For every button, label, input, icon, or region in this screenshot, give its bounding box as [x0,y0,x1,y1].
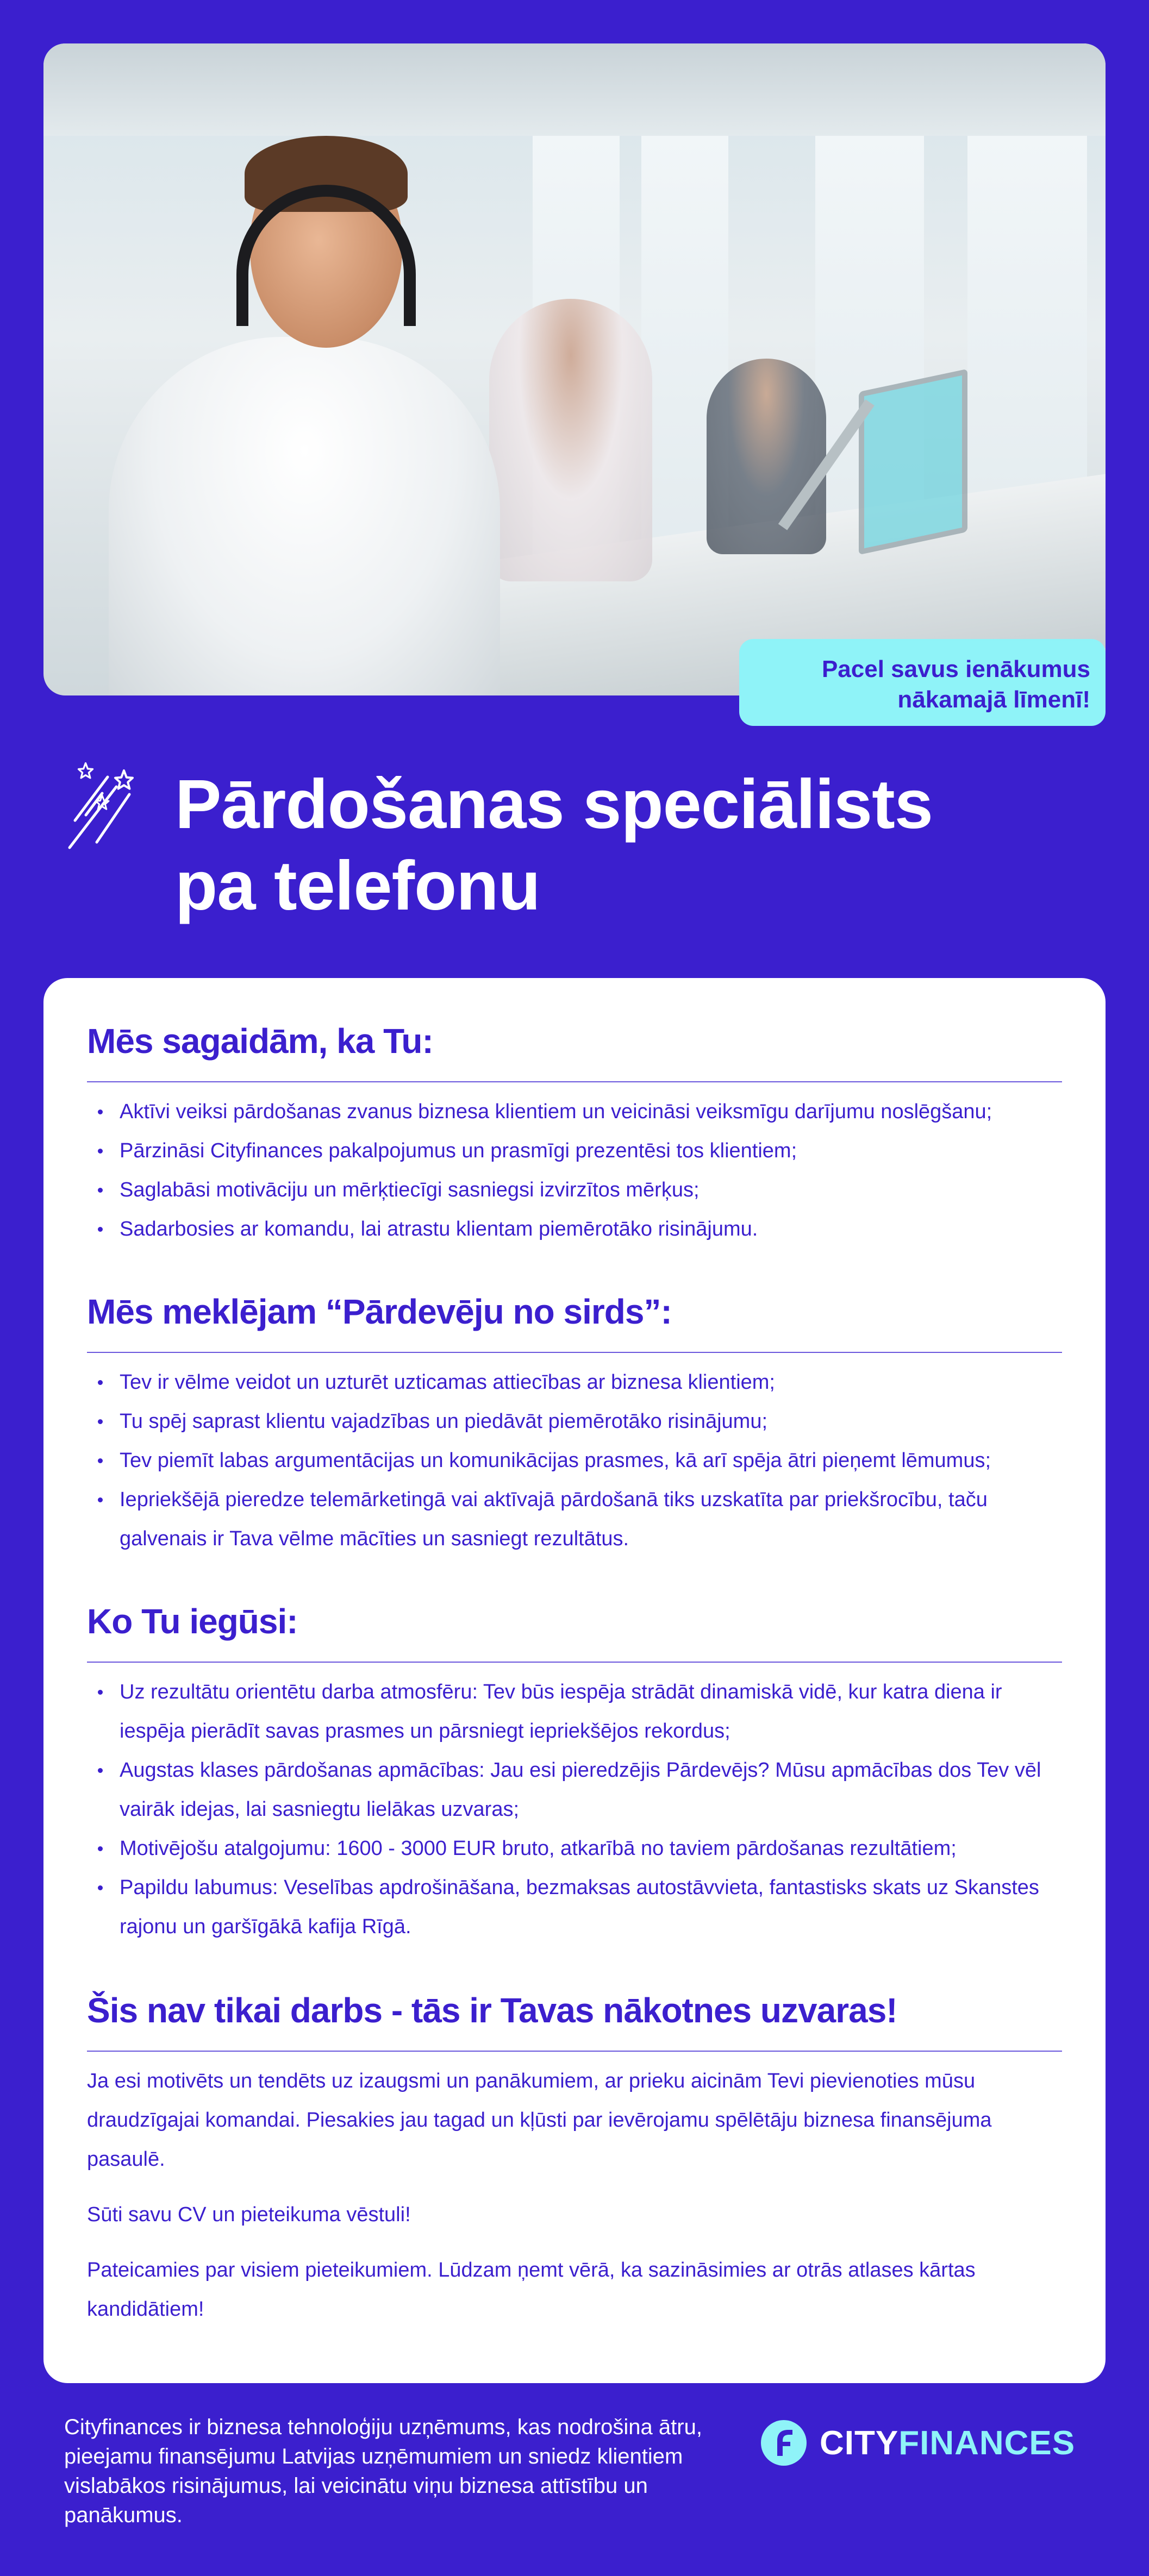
list-item: Iepriekšējā pieredze telemārketingā vai aktīvajā pārdošanā tiks uzskatīta par priekšrocību, taču galvenais ir Tava vēlme mācīties un sasniegt rezultātus. [120,1480,1062,1558]
expectations-list [87,1082,1062,1249]
tagline-line1: Pacel savus ienākumus [821,656,1090,682]
section-seeking [87,1290,1062,1558]
logo-wordmark [820,2424,1075,2462]
section-benefits [87,1600,1062,1946]
list-item: Tev piemīt labas argumentācijas un komunikācijas prasmes, kā arī spēja ātri pieņemt lēmumus; [120,1441,1062,1480]
hero-photo [43,43,1106,695]
content-card [43,978,1106,2383]
cityfinances-logo [761,2416,1075,2470]
background-colleague [707,359,826,554]
list-item: Uz rezultātu orientētu darba atmosfēru: Tev būs iespēja strādāt dinamiskā vidē, kur katra diena ir iespēja pierādīt savas prasmes un pārsniegt iepriekšējos rekordus; [120,1672,1062,1751]
company-description: Cityfinances ir biznesa tehnoloģiju uzņēmums, kas nodrošina ātru, pieejamu finansējumu Latvijas uzņēmumiem un sniedz klientiem vislabākos risinājumus, lai veicinātu viņu biznesa attīstību un panākumus. [64,2415,702,2527]
list-item: Aktīvi veiksi pārdošanas zvanus biznesa klientiem un veicināsi veiksmīgu darījumu noslēgšanu; [120,1092,1062,1131]
cv-call-to-action: Sūti savu CV un pieteikuma vēstuli! [87,2203,411,2226]
background-colleague [489,299,652,581]
thank-you-note: Pateicamies par visiem pieteikumiem. Lūdzam ņemt vērā, ka sazināsimies ar otrās atlases kārtas kandidātiem! [87,2259,976,2321]
logo-finances: FINANCES [898,2424,1076,2462]
section-heading: Šis nav tikai darbs - tās ir Tavas nākotnes uzvaras! [87,1989,1062,2052]
section-heading: Mēs meklējam “Pārdevēju no sirds”: [87,1290,1062,1353]
list-item: Saglabāsi motivāciju un mērķtiecīgi sasniegsi izvirzītos mērķus; [120,1170,1062,1209]
hero-tagline [739,639,1106,726]
section-expectations [87,1019,1062,1249]
job-title [175,764,1045,927]
list-item: Augstas klases pārdošanas apmācības: Jau esi pieredzējis Pārdevējs? Mūsu apmācības dos Tev vēl vairāk idejas, lai sasniegtu lielākas uzvaras; [120,1751,1062,1829]
job-title-line2: pa telefonu [175,847,540,925]
logo-city: CITY [820,2424,899,2462]
list-item: Sadarbosies ar komandu, lai atrastu klientam piemērotāko risinājumu. [120,1209,1062,1249]
list-item: Tu spēj saprast klientu vajadzības un piedāvāt piemērotāko risinājumu; [120,1402,1062,1441]
monitor [859,369,967,555]
section-future [87,1989,1062,2329]
list-item: Motivējošu atalgojumu: 1600 - 3000 EUR bruto, atkarībā no taviem pārdošanas rezultātiem; [120,1829,1062,1868]
cityfinances-logo-icon [761,2420,807,2466]
benefits-list [87,1663,1062,1946]
tagline-line2: nākamajā līmenī! [897,686,1090,713]
office-ceiling [43,43,1106,136]
list-item: Papildu labumus: Veselības apdrošināšana, bezmaksas autostāvvieta, fantastisks skats uz Skanstes rajonu un garšīgākā kafija Rīgā. [120,1868,1062,1946]
invitation-paragraph: Ja esi motivēts un tendēts uz izaugsmi un panākumiem, ar prieku aicinām Tevi pievienoties mūsu draudzīgajai komandai. Piesakies jau tagad un kļūsti par ievērojamu spēlētāju biznesa finansējuma pasaulē. [87,2070,992,2171]
job-title-line1: Pārdošanas speciālists [175,766,933,843]
shooting-stars-icon [64,761,157,853]
list-item: Pārzināsi Cityfinances pakalpojumus un prasmīgi prezentēsi tos klientiem; [120,1131,1062,1170]
section-heading: Mēs sagaidām, ka Tu: [87,1019,1062,1082]
smiling-agent [109,337,500,695]
list-item: Tev ir vēlme veidot un uzturēt uzticamas attiecības ar biznesa klientiem; [120,1363,1062,1402]
seeking-list [87,1353,1062,1558]
section-heading: Ko Tu iegūsi: [87,1600,1062,1663]
